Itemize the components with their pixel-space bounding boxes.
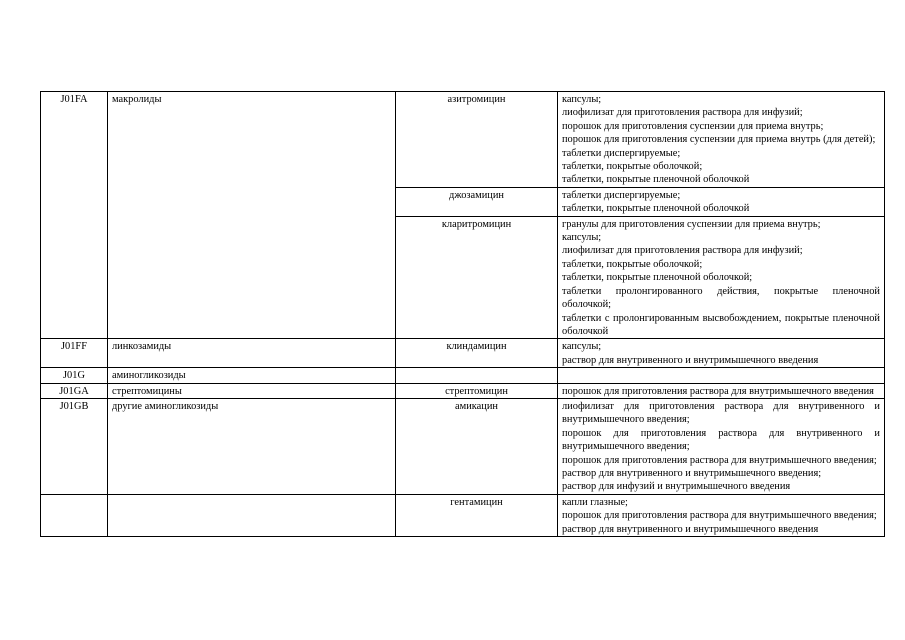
atc-group-cell: стрептомицины	[108, 383, 396, 398]
dosage-forms-cell	[558, 398, 885, 494]
table-row	[41, 398, 885, 494]
atc-group-cell	[108, 494, 396, 536]
drug-name-cell: гентамицин	[396, 494, 558, 536]
atc-code-cell: J01FF	[41, 339, 108, 368]
dosage-form: раствор для внутривенного и внутримышечного введения;	[562, 467, 822, 479]
dosage-form: гранулы для приготовления суспензии для приема внутрь;	[562, 218, 821, 230]
dosage-form: порошок для приготовления раствора для внутривенного и внутримышечного введения;	[562, 427, 880, 453]
table-row	[41, 383, 885, 398]
dosage-form: таблетки, покрытые оболочкой;	[562, 258, 703, 270]
atc-code-cell	[41, 494, 108, 536]
dosage-form: порошок для приготовления суспензии для приема внутрь (для детей);	[562, 134, 876, 146]
dosage-form: порошок для приготовления раствора для внутримышечного введения	[562, 385, 874, 397]
atc-code-cell: J01GB	[41, 398, 108, 494]
drug-name-cell: азитромицин	[396, 92, 558, 188]
dosage-form: лиофилизат для приготовления раствора для инфузий;	[562, 107, 803, 119]
dosage-form: раствор для внутривенного и внутримышечного введения	[562, 523, 819, 535]
dosage-form: таблетки диспергируемые;	[562, 189, 681, 201]
dosage-forms-cell	[558, 216, 885, 339]
dosage-forms-cell	[558, 494, 885, 536]
dosage-form: таблетки, покрытые пленочной оболочкой;	[562, 272, 753, 284]
dosage-form: капсулы;	[562, 232, 602, 244]
dosage-forms-cell	[558, 92, 885, 188]
dosage-form: порошок для приготовления раствора для внутримышечного введения;	[562, 510, 877, 522]
table-row	[41, 92, 885, 188]
dosage-form: таблетки, покрытые пленочной оболочкой	[562, 174, 750, 186]
table-row	[41, 368, 885, 383]
table-row	[41, 494, 885, 536]
medication-table	[40, 91, 885, 537]
dosage-form: капсулы;	[562, 341, 602, 353]
atc-code-cell: J01FA	[41, 92, 108, 339]
atc-group-cell: линкозамиды	[108, 339, 396, 368]
atc-group-cell: макролиды	[108, 92, 396, 339]
drug-name-cell	[396, 368, 558, 383]
dosage-form: капсулы;	[562, 94, 602, 105]
atc-group-cell: другие аминогликозиды	[108, 398, 396, 494]
dosage-form: порошок для приготовления раствора для внутримышечного введения;	[562, 454, 877, 466]
dosage-form: лиофилизат для приготовления раствора для инфузий;	[562, 245, 803, 257]
atc-code-cell: J01G	[41, 368, 108, 383]
dosage-form: лиофилизат для приготовления раствора для внутривенного и внутримышечного введения;	[562, 400, 880, 426]
dosage-form: таблетки пролонгированного действия, покрытые пленочной оболочкой;	[562, 285, 880, 311]
atc-group-cell: аминогликозиды	[108, 368, 396, 383]
dosage-forms-cell	[558, 368, 885, 383]
drug-name-cell: джозамицин	[396, 187, 558, 216]
dosage-form: таблетки диспергируемые;	[562, 147, 681, 159]
dosage-form: капли глазные;	[562, 496, 628, 508]
drug-name-cell: кларитромицин	[396, 216, 558, 339]
drug-name-cell: клиндамицин	[396, 339, 558, 368]
drug-name-cell: амикацин	[396, 398, 558, 494]
atc-code-cell: J01GA	[41, 383, 108, 398]
dosage-form: таблетки, покрытые пленочной оболочкой	[562, 203, 750, 215]
dosage-form: раствор для инфузий и внутримышечного введения	[562, 481, 791, 493]
dosage-forms-cell	[558, 187, 885, 216]
dosage-forms-cell	[558, 383, 885, 398]
drug-name-cell: стрептомицин	[396, 383, 558, 398]
dosage-forms-cell	[558, 339, 885, 368]
dosage-form: таблетки, покрытые оболочкой;	[562, 161, 703, 173]
dosage-form: порошок для приготовления суспензии для приема внутрь;	[562, 120, 824, 132]
dosage-form: таблетки с пролонгированным высвобождением, покрытые пленочной оболочкой	[562, 312, 880, 337]
table-row	[41, 339, 885, 368]
dosage-form: раствор для внутривенного и внутримышечного введения	[562, 354, 819, 366]
